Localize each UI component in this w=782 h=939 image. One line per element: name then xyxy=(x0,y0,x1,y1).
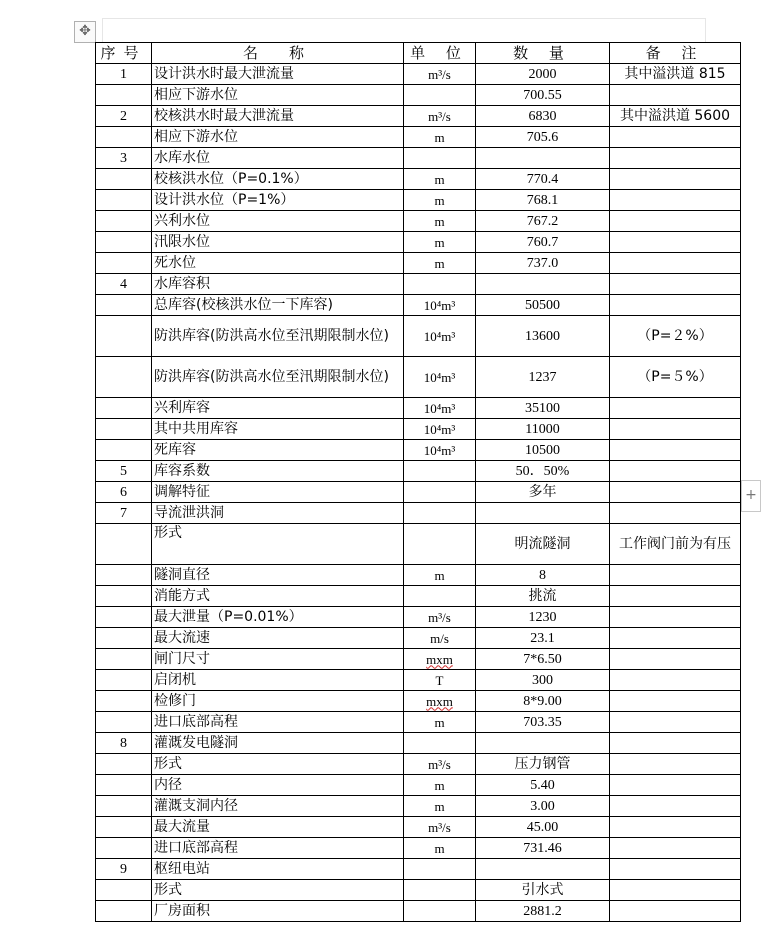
row-unit-cell: m³/s xyxy=(404,817,476,838)
row-seq-cell xyxy=(96,880,152,901)
row-seq-cell: 2 xyxy=(96,106,152,127)
row-unit-cell: m³/s xyxy=(404,754,476,775)
table-row xyxy=(96,274,741,295)
row-seq-cell xyxy=(96,670,152,691)
row-qty-cell: 3.00 xyxy=(476,796,610,817)
row-unit-cell xyxy=(404,733,476,754)
row-seq-cell xyxy=(96,398,152,419)
row-note-cell xyxy=(610,503,741,524)
table-row xyxy=(96,817,741,838)
row-note-cell xyxy=(610,232,741,253)
row-unit-cell: T xyxy=(404,670,476,691)
row-unit-cell: 10⁴m³ xyxy=(404,295,476,316)
table-row xyxy=(96,106,741,127)
row-unit-cell: m³/s xyxy=(404,106,476,127)
row-qty-cell: 1230 xyxy=(476,607,610,628)
row-seq-cell xyxy=(96,712,152,733)
row-name-cell: 设计洪水位（P=1%） xyxy=(152,190,404,211)
row-qty-cell: 6830 xyxy=(476,106,610,127)
row-unit-cell: m xyxy=(404,565,476,586)
row-note-cell xyxy=(610,190,741,211)
row-name-cell: 兴利水位 xyxy=(152,211,404,232)
row-name-cell: 灌溉发电隧洞 xyxy=(152,733,404,754)
row-qty-cell: 7*6.50 xyxy=(476,649,610,670)
table-row xyxy=(96,398,741,419)
row-note-cell xyxy=(610,419,741,440)
table-row xyxy=(96,357,741,398)
row-note-cell: 工作阀门前为有压 xyxy=(610,524,741,565)
row-unit-cell: m xyxy=(404,712,476,733)
row-name-cell: 厂房面积 xyxy=(152,901,404,922)
row-name-cell: 死水位 xyxy=(152,253,404,274)
row-qty-cell: 700.55 xyxy=(476,85,610,106)
row-note-cell xyxy=(610,274,741,295)
table-row xyxy=(96,127,741,148)
row-seq-cell: 9 xyxy=(96,859,152,880)
row-name-cell: 隧洞直径 xyxy=(152,565,404,586)
row-name-cell: 相应下游水位 xyxy=(152,127,404,148)
row-seq-cell xyxy=(96,357,152,398)
table-row xyxy=(96,482,741,503)
row-name-cell: 灌溉支洞内径 xyxy=(152,796,404,817)
row-seq-cell xyxy=(96,524,152,565)
row-note-cell xyxy=(610,127,741,148)
row-qty-cell: 770.4 xyxy=(476,169,610,190)
row-unit-cell: m³/s xyxy=(404,64,476,85)
row-qty-cell: 13600 xyxy=(476,316,610,357)
row-note-cell xyxy=(610,754,741,775)
row-name-cell: 检修门 xyxy=(152,691,404,712)
row-qty-cell: 767.2 xyxy=(476,211,610,232)
row-qty-cell: 8*9.00 xyxy=(476,691,610,712)
row-note-cell xyxy=(610,607,741,628)
row-qty-cell: 705.6 xyxy=(476,127,610,148)
row-note-cell xyxy=(610,880,741,901)
row-name-cell: 防洪库容(防洪高水位至汛期限制水位) xyxy=(152,316,404,357)
row-seq-cell xyxy=(96,295,152,316)
row-name-cell: 调解特征 xyxy=(152,482,404,503)
row-qty-cell xyxy=(476,733,610,754)
row-unit-cell xyxy=(404,880,476,901)
reservoir-parameters-table xyxy=(95,42,741,922)
row-name-cell: 校核洪水时最大泄流量 xyxy=(152,106,404,127)
row-qty-cell: 760.7 xyxy=(476,232,610,253)
table-row xyxy=(96,733,741,754)
row-unit-cell: m³/s xyxy=(404,607,476,628)
row-seq-cell xyxy=(96,190,152,211)
row-seq-cell xyxy=(96,901,152,922)
row-name-cell: 汛限水位 xyxy=(152,232,404,253)
row-note-cell xyxy=(610,85,741,106)
row-note-cell xyxy=(610,628,741,649)
row-qty-cell xyxy=(476,148,610,169)
row-note-cell xyxy=(610,398,741,419)
row-note-cell xyxy=(610,148,741,169)
row-qty-cell xyxy=(476,859,610,880)
row-seq-cell xyxy=(96,419,152,440)
row-seq-cell xyxy=(96,232,152,253)
row-name-cell: 设计洪水时最大泄流量 xyxy=(152,64,404,85)
row-unit-cell: m xyxy=(404,232,476,253)
row-note-cell: （P=２%） xyxy=(610,316,741,357)
row-note-cell xyxy=(610,461,741,482)
row-unit-cell xyxy=(404,482,476,503)
table-row xyxy=(96,754,741,775)
row-note-cell: 其中溢洪道 5600 xyxy=(610,106,741,127)
header-qty: 数 量 xyxy=(476,43,610,64)
table-row xyxy=(96,691,741,712)
row-qty-cell: 8 xyxy=(476,565,610,586)
row-name-cell: 最大流量 xyxy=(152,817,404,838)
row-seq-cell: 5 xyxy=(96,461,152,482)
row-qty-cell xyxy=(476,274,610,295)
add-row-handle-icon[interactable]: + xyxy=(741,480,761,512)
row-qty-cell: 11000 xyxy=(476,419,610,440)
row-seq-cell xyxy=(96,775,152,796)
row-note-cell xyxy=(610,670,741,691)
row-seq-cell xyxy=(96,565,152,586)
row-qty-cell: 23.1 xyxy=(476,628,610,649)
row-unit-cell xyxy=(404,901,476,922)
table-row xyxy=(96,859,741,880)
row-seq-cell xyxy=(96,316,152,357)
row-note-cell: 其中溢洪道 815 xyxy=(610,64,741,85)
table-row xyxy=(96,503,741,524)
row-unit-cell: m/s xyxy=(404,628,476,649)
table-row xyxy=(96,148,741,169)
row-unit-cell xyxy=(404,274,476,295)
row-note-cell xyxy=(610,649,741,670)
row-seq-cell xyxy=(96,838,152,859)
row-unit-cell xyxy=(404,85,476,106)
row-unit-cell: 10⁴m³ xyxy=(404,316,476,357)
table-row xyxy=(96,169,741,190)
row-unit-cell: 10⁴m³ xyxy=(404,357,476,398)
row-unit-cell: mxm xyxy=(404,649,476,670)
row-name-cell: 形式 xyxy=(152,880,404,901)
row-name-cell: 导流泄洪洞 xyxy=(152,503,404,524)
row-seq-cell xyxy=(96,607,152,628)
table-row xyxy=(96,190,741,211)
row-name-cell: 形式 xyxy=(152,524,404,565)
row-seq-cell: 6 xyxy=(96,482,152,503)
row-unit-cell: m xyxy=(404,169,476,190)
table-row xyxy=(96,901,741,922)
row-qty-cell: 45.00 xyxy=(476,817,610,838)
table-row xyxy=(96,211,741,232)
row-unit-cell: m xyxy=(404,775,476,796)
row-qty-cell: 明流隧洞 xyxy=(476,524,610,565)
row-qty-cell: 1237 xyxy=(476,357,610,398)
row-unit-cell: 10⁴m³ xyxy=(404,398,476,419)
header-note: 备 注 xyxy=(610,43,741,64)
table-row xyxy=(96,232,741,253)
table-top-ruler xyxy=(102,18,706,43)
row-qty-cell: 多年 xyxy=(476,482,610,503)
row-note-cell xyxy=(610,565,741,586)
row-qty-cell xyxy=(476,503,610,524)
row-unit-cell: m xyxy=(404,796,476,817)
row-unit-cell xyxy=(404,461,476,482)
row-qty-cell: 引水式 xyxy=(476,880,610,901)
row-name-cell: 闸门尺寸 xyxy=(152,649,404,670)
row-name-cell: 消能方式 xyxy=(152,586,404,607)
row-qty-cell: 2000 xyxy=(476,64,610,85)
table-row xyxy=(96,64,741,85)
row-note-cell xyxy=(610,295,741,316)
row-seq-cell xyxy=(96,440,152,461)
row-unit-cell: 10⁴m³ xyxy=(404,440,476,461)
row-name-cell: 进口底部高程 xyxy=(152,838,404,859)
row-note-cell xyxy=(610,901,741,922)
table-row xyxy=(96,796,741,817)
row-qty-cell: 5.40 xyxy=(476,775,610,796)
row-unit-cell: m xyxy=(404,253,476,274)
row-qty-cell: 35100 xyxy=(476,398,610,419)
row-unit-cell: mxm xyxy=(404,691,476,712)
row-note-cell: （P=５%） xyxy=(610,357,741,398)
table-row xyxy=(96,586,741,607)
table-row xyxy=(96,253,741,274)
row-name-cell: 水库水位 xyxy=(152,148,404,169)
table-row xyxy=(96,649,741,670)
table-row xyxy=(96,607,741,628)
row-name-cell: 进口底部高程 xyxy=(152,712,404,733)
row-seq-cell xyxy=(96,628,152,649)
row-unit-cell: m xyxy=(404,190,476,211)
row-note-cell xyxy=(610,859,741,880)
row-unit-cell xyxy=(404,524,476,565)
row-note-cell xyxy=(610,712,741,733)
table-row xyxy=(96,712,741,733)
row-name-cell: 总库容(校核洪水位一下库容) xyxy=(152,295,404,316)
table-row xyxy=(96,838,741,859)
row-name-cell: 最大流速 xyxy=(152,628,404,649)
row-seq-cell: 7 xyxy=(96,503,152,524)
row-seq-cell xyxy=(96,691,152,712)
row-name-cell: 水库容积 xyxy=(152,274,404,295)
row-seq-cell xyxy=(96,169,152,190)
table-header-row xyxy=(96,43,741,64)
row-qty-cell: 10500 xyxy=(476,440,610,461)
header-unit: 单 位 xyxy=(404,43,476,64)
row-note-cell xyxy=(610,817,741,838)
row-name-cell: 形式 xyxy=(152,754,404,775)
row-qty-cell: 703.35 xyxy=(476,712,610,733)
row-seq-cell xyxy=(96,211,152,232)
row-seq-cell xyxy=(96,127,152,148)
row-name-cell: 相应下游水位 xyxy=(152,85,404,106)
row-qty-cell: 挑流 xyxy=(476,586,610,607)
row-unit-cell xyxy=(404,148,476,169)
row-seq-cell: 3 xyxy=(96,148,152,169)
row-seq-cell: 4 xyxy=(96,274,152,295)
row-unit-cell: 10⁴m³ xyxy=(404,419,476,440)
row-qty-cell: 50500 xyxy=(476,295,610,316)
row-name-cell: 最大泄量（P=0.01%） xyxy=(152,607,404,628)
row-note-cell xyxy=(610,691,741,712)
table-row xyxy=(96,880,741,901)
row-note-cell xyxy=(610,169,741,190)
row-name-cell: 启闭机 xyxy=(152,670,404,691)
row-qty-cell: 731.46 xyxy=(476,838,610,859)
row-note-cell xyxy=(610,440,741,461)
table-row xyxy=(96,461,741,482)
table-row xyxy=(96,628,741,649)
header-seq: 序号 xyxy=(96,43,152,64)
row-name-cell: 死库容 xyxy=(152,440,404,461)
row-name-cell: 库容系数 xyxy=(152,461,404,482)
row-qty-cell: 768.1 xyxy=(476,190,610,211)
row-qty-cell: 2881.2 xyxy=(476,901,610,922)
row-qty-cell: 737.0 xyxy=(476,253,610,274)
row-note-cell xyxy=(610,586,741,607)
row-seq-cell xyxy=(96,586,152,607)
row-name-cell: 枢纽电站 xyxy=(152,859,404,880)
table-row xyxy=(96,775,741,796)
table-move-handle-icon[interactable]: ✥ xyxy=(74,21,96,43)
row-note-cell xyxy=(610,796,741,817)
row-unit-cell xyxy=(404,859,476,880)
row-seq-cell: 8 xyxy=(96,733,152,754)
row-note-cell xyxy=(610,253,741,274)
row-seq-cell xyxy=(96,796,152,817)
row-seq-cell xyxy=(96,754,152,775)
row-seq-cell xyxy=(96,817,152,838)
row-qty-cell: 300 xyxy=(476,670,610,691)
row-unit-cell: m xyxy=(404,211,476,232)
row-note-cell xyxy=(610,211,741,232)
row-name-cell: 兴利库容 xyxy=(152,398,404,419)
table-row xyxy=(96,419,741,440)
row-name-cell: 防洪库容(防洪高水位至汛期限制水位) xyxy=(152,357,404,398)
row-qty-cell: 50．50% xyxy=(476,461,610,482)
table-row xyxy=(96,524,741,565)
row-name-cell: 校核洪水位（P=0.1%） xyxy=(152,169,404,190)
table-row xyxy=(96,670,741,691)
row-unit-cell: m xyxy=(404,127,476,148)
row-note-cell xyxy=(610,733,741,754)
row-qty-cell: 压力钢管 xyxy=(476,754,610,775)
row-note-cell xyxy=(610,838,741,859)
row-unit-cell xyxy=(404,503,476,524)
table-row xyxy=(96,295,741,316)
row-name-cell: 其中共用库容 xyxy=(152,419,404,440)
row-seq-cell: 1 xyxy=(96,64,152,85)
row-note-cell xyxy=(610,482,741,503)
row-seq-cell xyxy=(96,253,152,274)
table-row xyxy=(96,85,741,106)
header-name: 名 称 xyxy=(152,43,404,64)
table-row xyxy=(96,440,741,461)
row-note-cell xyxy=(610,775,741,796)
row-unit-cell: m xyxy=(404,838,476,859)
row-unit-cell xyxy=(404,586,476,607)
row-name-cell: 内径 xyxy=(152,775,404,796)
table-row xyxy=(96,565,741,586)
row-seq-cell xyxy=(96,85,152,106)
row-seq-cell xyxy=(96,649,152,670)
table-row xyxy=(96,316,741,357)
